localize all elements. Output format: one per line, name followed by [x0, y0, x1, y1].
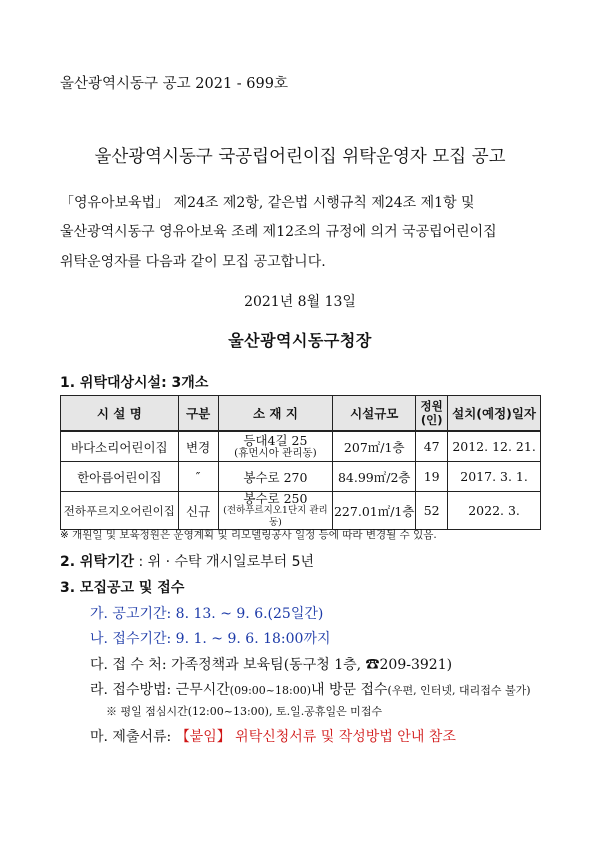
application-office: 다. 접 수 처: 가족정책과 보육팀(동구청 1층, ☎209-3921): [90, 657, 453, 673]
method-label: 라. 접수방법: 근무시간: [90, 682, 230, 698]
cell-type: 변경: [178, 431, 218, 462]
section-3-heading: 3. 모집공고 및 접수: [60, 580, 185, 596]
cell-size: 227.01㎡/1층: [333, 492, 416, 530]
cell-size: 84.99㎡/2층: [333, 462, 416, 492]
intro-line-3: 위탁운영자를 다음과 같이 모집 공고합니다.: [60, 254, 326, 270]
application-period: 나. 접수기간: 9. 1. ~ 9. 6. 18:00까지: [90, 631, 331, 647]
col-size: 시설규모: [333, 396, 416, 432]
intro-line-2: 울산광역시동구 영유아보육 조례 제12조의 규정에 의거 국공립어린이집: [60, 224, 497, 240]
cell-name: 한아름어린이집: [61, 462, 179, 492]
documents-reference: 【붙임】 위탁신청서류 및 작성방법 안내 참조: [175, 729, 456, 745]
method-visit: 내 방문 접수: [311, 682, 388, 698]
issuer: 울산광역시동구청장: [228, 331, 372, 350]
method-note: ※ 평일 점심시간(12:00~13:00), 토.일.공휴일은 미접수: [106, 705, 383, 718]
address-detail: (전하푸르지오1단지 관리동): [223, 505, 328, 528]
cell-address: [218, 431, 333, 462]
cell-address: [218, 492, 333, 530]
address-line: 등대4길 25: [243, 433, 308, 448]
notice-number: 울산광역시동구 공고 2021 - 699호: [60, 76, 288, 92]
cell-date: 2017. 3. 1.: [448, 462, 541, 492]
cell-date: 2012. 12. 21.: [448, 431, 541, 462]
section-2-heading: 2. 위탁기간: [60, 554, 135, 570]
col-name: 시 설 명: [61, 396, 179, 432]
documents-label: 마. 제출서류:: [90, 729, 176, 745]
method-exclusions: (우편, 인터넷, 대리접수 불가): [387, 684, 531, 697]
cell-address: 봉수로 270: [218, 462, 333, 492]
cell-capacity: 47: [416, 431, 448, 462]
cell-capacity: 52: [416, 492, 448, 530]
cell-date: 2022. 3.: [448, 492, 541, 530]
cell-name: 전하푸르지오어린이집: [61, 492, 179, 530]
col-type: 구분: [178, 396, 218, 432]
table-row: [61, 462, 541, 492]
facility-table: [60, 395, 541, 530]
cell-type: 신규: [178, 492, 218, 530]
notice-date: 2021년 8월 13일: [244, 294, 356, 310]
cell-type: ″: [178, 462, 218, 492]
page-title: 울산광역시동구 국공립어린이집 위탁운영자 모집 공고: [94, 147, 506, 167]
table-row: [61, 431, 541, 462]
method-hours: (09:00~18:00): [229, 684, 311, 697]
cell-size: 207㎡/1층: [333, 431, 416, 462]
cell-name: 바다소리어린이집: [61, 431, 179, 462]
intro-line-1: 「영유아보육법」 제24조 제2항, 같은법 시행규칙 제24조 제1항 및: [60, 195, 475, 211]
table-note: ※ 개원일 및 보육정원은 운영계획 및 리모델링공사 일정 등에 따라 변경될 수 있음.: [60, 529, 437, 541]
col-date: 설치(예정)일자: [448, 396, 541, 432]
application-method: [90, 679, 530, 699]
section-2-text: : 위 · 수탁 개시일로부터 5년: [134, 554, 315, 570]
cell-capacity: 19: [416, 462, 448, 492]
address-line: 봉수로 250: [243, 491, 308, 506]
table-row: [61, 492, 541, 530]
address-detail: (휴먼시아 관리동): [234, 447, 317, 459]
section-1-heading: 1. 위탁대상시설: 3개소: [60, 375, 209, 391]
section-2: [60, 551, 314, 571]
required-documents: [90, 726, 456, 746]
notice-period: 가. 공고기간: 8. 13. ~ 9. 6.(25일간): [90, 606, 324, 622]
col-address: 소 재 지: [218, 396, 333, 432]
table-header-row: [61, 396, 541, 432]
col-capacity: 정원(인): [416, 396, 448, 432]
